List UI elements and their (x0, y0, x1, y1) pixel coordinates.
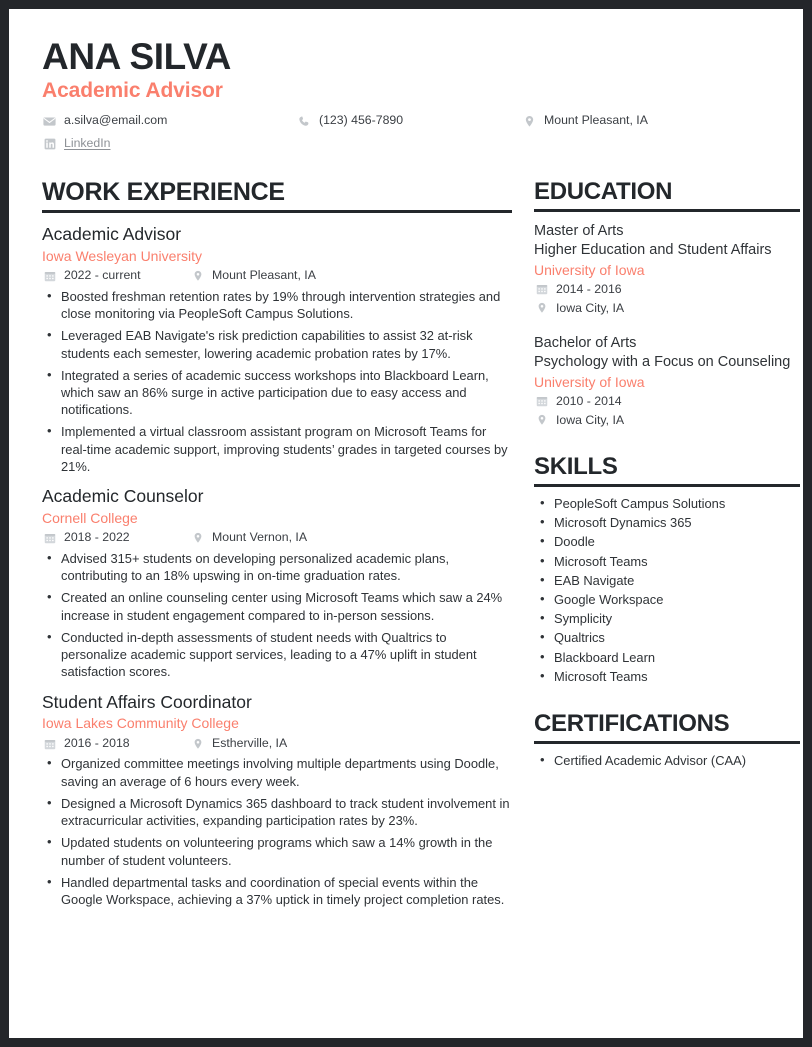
education-field: Psychology with a Focus on Counseling (534, 354, 791, 371)
work-entry-location-wrap (190, 735, 287, 753)
calendar-icon (534, 395, 549, 407)
list-item: • Qualtrics (534, 628, 800, 647)
calendar-icon (534, 283, 549, 295)
map-pin-icon (522, 115, 537, 128)
certifications-list (534, 751, 800, 770)
education-entry (534, 222, 800, 317)
section-heading-certifications: CERTIFICATIONS (534, 711, 800, 744)
work-entry-location-wrap (190, 529, 307, 547)
bullet-item: • Advised 315+ students on developing personalized academic plans, contributing to an 18% upswing in on-time graduation rates. (42, 550, 512, 584)
bullet-item: • Handled departmental tasks and coordination of special events within the Google Workspace, achieving a 37% uptick in timely project completion rates. (42, 874, 512, 908)
list-item: • Symplicity (534, 609, 800, 628)
contact-phone-text: (123) 456-7890 (319, 113, 404, 128)
work-entry-meta (42, 267, 512, 285)
work-entry-org: Iowa Lakes Community College (42, 715, 239, 732)
map-pin-icon (190, 532, 205, 544)
education-location-row (534, 411, 800, 429)
education-school: University of Iowa (534, 262, 645, 279)
contact-row-secondary (42, 135, 773, 153)
education-location: Iowa City, IA (556, 300, 625, 315)
bullet-item: • Implemented a virtual classroom assistant program on Microsoft Teams for real-time academic support, improving students’ grades in targeted courses by 21%. (42, 423, 512, 475)
contact-phone[interactable] (297, 112, 522, 130)
list-item: • Google Workspace (534, 590, 800, 609)
list-item: • Doodle (534, 532, 800, 551)
bullet-item: • Organized committee meetings involving multiple departments using Doodle, saving an average of 6 hours every week. (42, 755, 512, 789)
list-item: • PeopleSoft Campus Solutions (534, 494, 800, 513)
work-entry (42, 692, 512, 909)
education-entry (534, 334, 800, 429)
work-entry-meta (42, 529, 512, 547)
work-entry-bullets (42, 550, 512, 681)
bullet-item: • Leveraged EAB Navigate's risk prediction capabilities to assist 32 at-risk students each semester, lowering academic probation rates by 17%. (42, 327, 512, 361)
work-entry-location-wrap (190, 267, 316, 285)
work-entry-location: Mount Pleasant, IA (212, 268, 316, 283)
section-heading-work-experience: WORK EXPERIENCE (42, 179, 512, 213)
contact-linkedin[interactable] (42, 135, 297, 153)
work-entry (42, 486, 512, 680)
bullet-item: • Created an online counseling center using Microsoft Teams which saw a 24% increase in student engagement compared to in-person sessions. (42, 589, 512, 623)
contact-email-text: a.silva@email.com (64, 113, 168, 128)
bullet-item: • Conducted in-depth assessments of student needs with Qualtrics to personalize academic support services, leading to a 47% uplift in student satisfaction scores. (42, 629, 512, 681)
work-entry-title: Academic Advisor (42, 224, 182, 245)
work-entry-dates: 2018 - 2022 (64, 530, 130, 545)
work-entry (42, 224, 512, 475)
work-entry-dates-wrap (42, 529, 190, 547)
resume-body (42, 178, 791, 913)
bullet-item: • Updated students on volunteering programs which saw a 14% growth in the number of student volunteers. (42, 834, 512, 868)
contact-location (522, 112, 772, 130)
work-entry-bullets (42, 288, 512, 475)
bullet-item: • Boosted freshman retention rates by 19% through intervention strategies and close monitoring via PeopleSoft Campus Solutions. (42, 288, 512, 322)
resume-header (42, 37, 773, 153)
bullet-item: • Designed a Microsoft Dynamics 365 dashboard to track student involvement in extracurricular activities, expanding participation rates by 23%. (42, 795, 512, 829)
work-entry-org: Cornell College (42, 510, 138, 527)
education-dates-row (534, 392, 800, 410)
contact-location-text: Mount Pleasant, IA (544, 113, 648, 128)
work-entry-dates: 2022 - current (64, 268, 141, 283)
education-dates: 2014 - 2016 (556, 282, 622, 297)
work-entry-org: Iowa Wesleyan University (42, 247, 203, 264)
education-school: University of Iowa (534, 374, 645, 391)
left-column (42, 179, 512, 913)
bullet-item: • Integrated a series of academic success workshops into Blackboard Learn, which saw an 86% surge in active participation due to easy access and notifications. (42, 367, 512, 419)
contact-email[interactable] (42, 112, 297, 130)
education-location-row (534, 299, 800, 317)
list-item: • Microsoft Teams (534, 552, 800, 571)
work-entry-title: Academic Counselor (42, 486, 204, 507)
section-heading-skills: SKILLS (534, 454, 800, 487)
contact-row-primary (42, 112, 773, 130)
candidate-role: Academic Advisor (42, 79, 223, 103)
list-item: • Microsoft Teams (534, 667, 800, 686)
right-column (534, 179, 800, 770)
list-item: • EAB Navigate (534, 571, 800, 590)
work-entry-bullets (42, 755, 512, 908)
phone-icon (297, 115, 312, 128)
work-entry-title: Student Affairs Coordinator (42, 691, 252, 712)
skills-list (534, 494, 800, 686)
candidate-name: ANA SILVA (42, 36, 231, 77)
resume-page (9, 9, 803, 1038)
education-dates-row (534, 280, 800, 298)
map-pin-icon (190, 270, 205, 282)
list-item: • Microsoft Dynamics 365 (534, 513, 800, 532)
education-dates: 2010 - 2014 (556, 394, 622, 409)
work-entry-meta (42, 735, 512, 753)
envelope-icon (42, 115, 57, 128)
calendar-icon (42, 532, 57, 544)
education-location: Iowa City, IA (556, 412, 625, 427)
section-heading-education: EDUCATION (534, 179, 800, 212)
map-pin-icon (534, 414, 549, 426)
linkedin-icon (42, 138, 57, 150)
calendar-icon (42, 738, 57, 750)
work-entry-dates-wrap (42, 267, 190, 285)
list-item: • Blackboard Learn (534, 648, 800, 667)
work-entry-location: Mount Vernon, IA (212, 530, 308, 545)
calendar-icon (42, 270, 57, 282)
map-pin-icon (534, 302, 549, 314)
list-item: • Certified Academic Advisor (CAA) (534, 751, 800, 770)
contact-linkedin-text[interactable]: LinkedIn (64, 136, 111, 151)
education-field: Higher Education and Student Affairs (534, 242, 772, 259)
work-entry-dates-wrap (42, 735, 190, 753)
education-degree: Master of Arts (534, 222, 624, 239)
work-entry-location: Estherville, IA (212, 735, 288, 750)
work-entry-dates: 2016 - 2018 (64, 735, 130, 750)
education-degree: Bachelor of Arts (534, 334, 637, 351)
map-pin-icon (190, 738, 205, 750)
